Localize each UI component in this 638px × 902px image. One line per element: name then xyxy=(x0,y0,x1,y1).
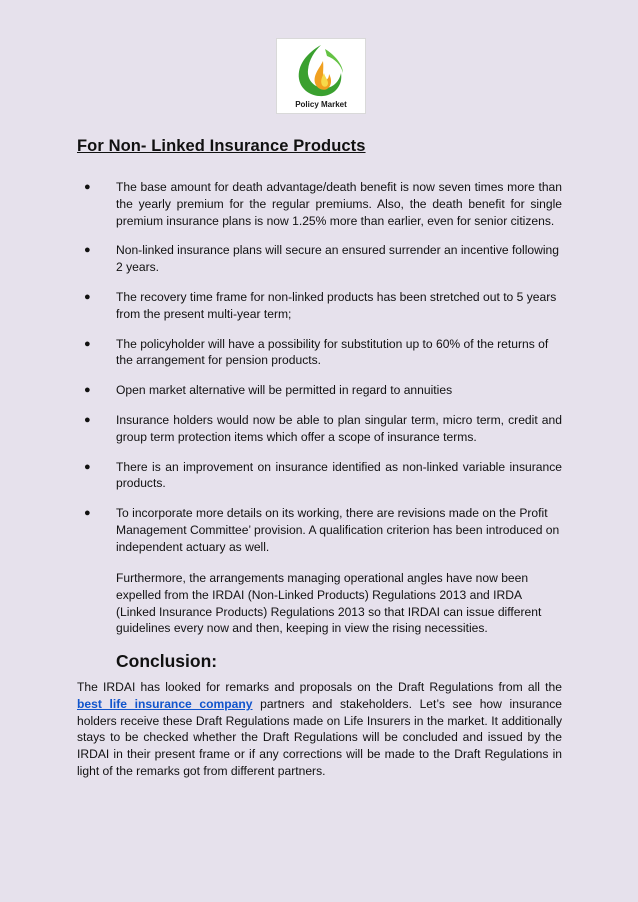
flame-leaf-icon xyxy=(277,39,365,101)
list-item xyxy=(84,179,562,229)
best-life-insurance-link[interactable]: best life insurance company xyxy=(77,696,253,711)
list-item-text: Insurance holders would now be able to plan singular term, micro term, credit and group term protection items which offer a scope of insurance terms. xyxy=(116,412,562,444)
bullet-icon: ● xyxy=(84,507,91,520)
list-item-text: There is an improvement on insurance identified as non-linked variable insurance products. xyxy=(116,459,562,491)
bullet-icon: ● xyxy=(84,384,91,397)
list-item-text: Non-linked insurance plans will secure an ensured surrender an incentive following 2 years. xyxy=(116,243,560,275)
list-item xyxy=(84,459,562,493)
bullet-icon: ● xyxy=(84,337,91,350)
list-item-text: The base amount for death advantage/death benefit is now seven times more than the yearly premium for the regular premiums. Also, the death benefit for single premium insurance plans is now 1.25% more than earlier, even for senior citizens. xyxy=(116,180,562,228)
logo-text: Policy Market xyxy=(295,100,347,109)
furthermore-paragraph: Furthermore, the arrangements managing operational angles have now been expelled from the IRDAI (Non-Linked Products) Regulations 2013 and IRDA (Linked Insurance Products) Regulations 2013 so that IRDAI can issue different guidelines every now and then, keeping in view the rising necessities. xyxy=(116,571,542,636)
list-item-text: To incorporate more details on its working, there are revisions made on the Profit Management Committee’ provision. A qualification criterion has been introduced on independent actuary as well. xyxy=(116,506,560,554)
bullet-icon: ● xyxy=(84,181,91,193)
conclusion-text-start: The IRDAI has looked for remarks and proposals on the Draft Regulations from all the xyxy=(77,680,562,694)
conclusion-paragraph xyxy=(77,679,562,780)
list-item-text: The recovery time frame for non-linked products has been stretched out to 5 years from the present multi-year term; xyxy=(116,289,557,321)
bullet-icon: ● xyxy=(84,460,91,473)
list-item xyxy=(84,382,562,399)
list-item-text: Open market alternative will be permitted in regard to annuities xyxy=(116,383,453,398)
list-item xyxy=(84,242,562,276)
bullet-icon: ● xyxy=(84,413,91,426)
bullet-icon: ● xyxy=(84,244,91,257)
list-item xyxy=(84,336,562,370)
policy-market-logo xyxy=(276,38,366,114)
section-title: For Non- Linked Insurance Products xyxy=(77,137,366,155)
conclusion-heading: Conclusion: xyxy=(116,651,218,671)
list-item xyxy=(84,289,562,323)
list-item xyxy=(84,412,562,446)
bullet-list xyxy=(84,179,562,569)
list-item-text: The policyholder will have a possibility for substitution up to 60% of the returns of the arrangement for pension products. xyxy=(116,336,549,368)
conclusion-text-end: partners and stakeholders. Let’s see how insurance holders receive these Draft Regulations made on Life Insurers in the market. It additionally stays to be checked whether the Draft Regulations will be concluded and issued by the IRDAI in their present frame or if any corrections will be made to the Draft Regulations in light of the remarks got from different partners. xyxy=(77,696,562,778)
bullet-icon: ● xyxy=(84,290,91,303)
list-item xyxy=(84,505,562,555)
